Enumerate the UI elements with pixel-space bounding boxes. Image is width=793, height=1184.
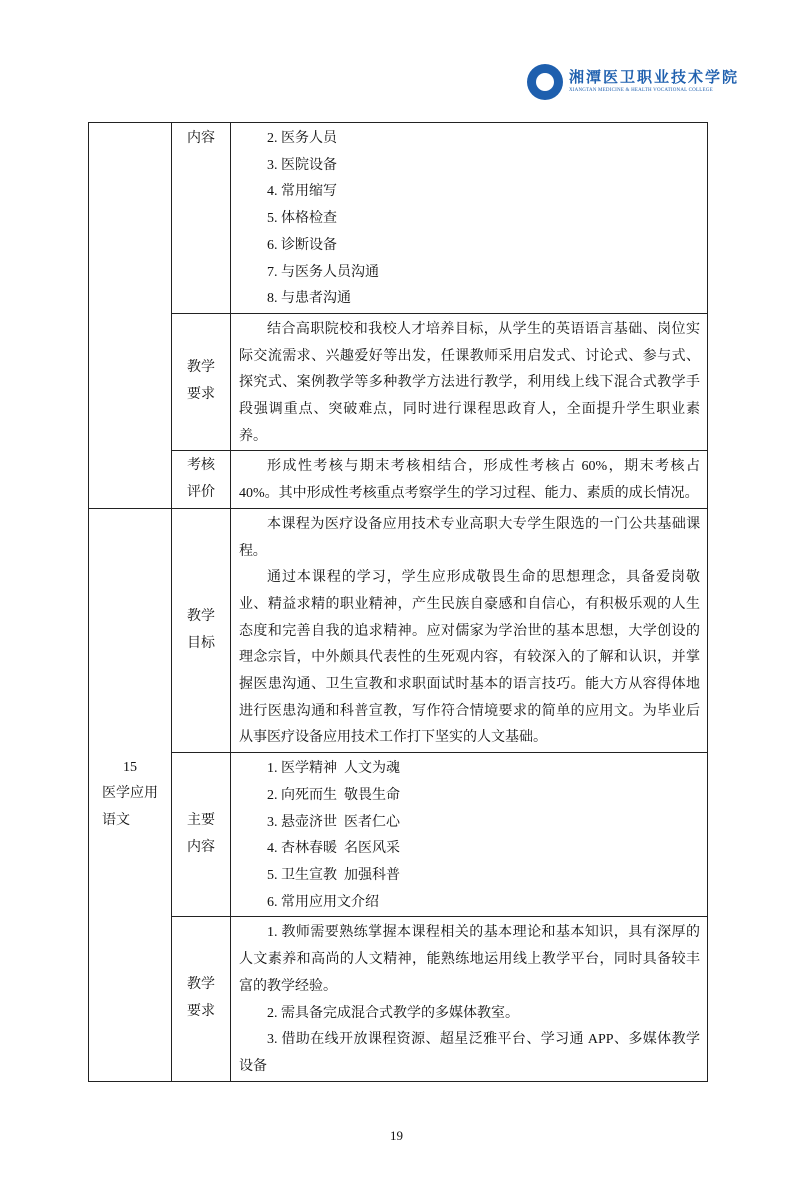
- course-name-cell: [89, 508, 172, 1081]
- course-name: 医学应用语文: [102, 786, 158, 829]
- course-table: [88, 122, 708, 1082]
- paragraph: 1. 教师需要熟练掌握本课程相关的基本理论和基本知识，具有深厚的人文素养和高尚的人文精神，能熟练地运用线上教学平台，同时具备较丰富的教学经验。: [239, 925, 700, 994]
- paragraph: 通过本课程的学习，学生应形成敬畏生命的思想理念，具备爱岗敬业、精益求精的职业精神，产生民族自豪感和自信心，有积极乐观的人生态度和完善自我的追求精神。应对儒家为学治世的基本思想，大学创设的理念宗旨，中外颇具代表性的生死观内容，有较深入的了解和认识，并掌握医患沟通、卫生宣教和求职面试时基本的语言技巧。能大方从容得体地进行医患沟通和科普宣教，写作符合情境要求的简单的应用文。为毕业后从事医疗设备应用技术工作打下坚实的人文基础。: [239, 570, 700, 746]
- list-item: 2. 向死而生 敬畏生命: [267, 787, 400, 803]
- paragraph: 形成性考核与期末考核相结合，形成性考核占 60%，期末考核占 40%。其中形成性考核重点考察学生的学习过程、能力、素质的成长情况。: [239, 459, 700, 502]
- paragraph: 2. 需具备完成混合式教学的多媒体教室。: [267, 1005, 519, 1021]
- logo-cn: 湘潭医卫职业技术学院: [569, 70, 740, 86]
- page-number: 19: [390, 1127, 403, 1143]
- teaching-requirements-cell: [231, 917, 708, 1081]
- paragraph: 3. 借助在线开放课程资源、超星泛雅平台、学习通 APP、多媒体教学设备: [239, 1032, 700, 1074]
- list-item: 6. 常用应用文介绍: [267, 894, 379, 910]
- row-label: 教学要求: [172, 917, 231, 1081]
- college-logo: [527, 64, 739, 100]
- row-label: 教学要求: [172, 313, 231, 451]
- assessment-cell: [231, 451, 708, 508]
- content-cell: [231, 123, 708, 314]
- paragraph: 本课程为医疗设备应用技术专业高职大专学生限选的一门公共基础课程。: [239, 516, 700, 559]
- list-item: 2. 医务人员: [267, 131, 337, 146]
- row-label: 考核评价: [172, 451, 231, 508]
- list-item: 8. 与患者沟通: [267, 291, 351, 307]
- course-number: 15: [123, 759, 137, 775]
- objectives-cell: [231, 508, 708, 752]
- prev-course-cell: [89, 123, 172, 509]
- logo-en: XIANGTAN MEDICINE & HEALTH VOCATIONAL COLLEGE: [569, 88, 713, 93]
- college-seal-icon: [527, 64, 563, 100]
- row-label: 教学目标: [172, 508, 231, 752]
- row-label: 主要内容: [172, 753, 231, 917]
- paragraph: 结合高职院校和我校人才培养目标，从学生的英语语言基础、岗位实际交流需求、兴趣爱好等出发，任课教师采用启发式、讨论式、参与式、探究式、案例教学等多种教学方法进行教学，利用线上线下混合式教学手段强调重点、突破难点，同时进行课程思政育人，全面提升学生职业素养。: [239, 321, 700, 444]
- list-item: 4. 常用缩写: [267, 184, 337, 200]
- requirements-cell: [231, 313, 708, 451]
- list-item: 6. 诊断设备: [267, 237, 337, 253]
- row-label: 内容: [172, 123, 231, 314]
- list-item: 1. 医学精神 人文为魂: [267, 761, 400, 777]
- list-item: 5. 卫生宣教 加强科普: [267, 867, 400, 883]
- main-content-cell: [231, 753, 708, 917]
- list-item: 5. 体格检查: [267, 211, 337, 227]
- list-item: 7. 与医务人员沟通: [267, 264, 379, 280]
- list-item: 3. 悬壶济世 医者仁心: [267, 814, 400, 830]
- list-item: 3. 医院设备: [267, 157, 337, 173]
- list-item: 4. 杏林春暖 名医风采: [267, 841, 400, 857]
